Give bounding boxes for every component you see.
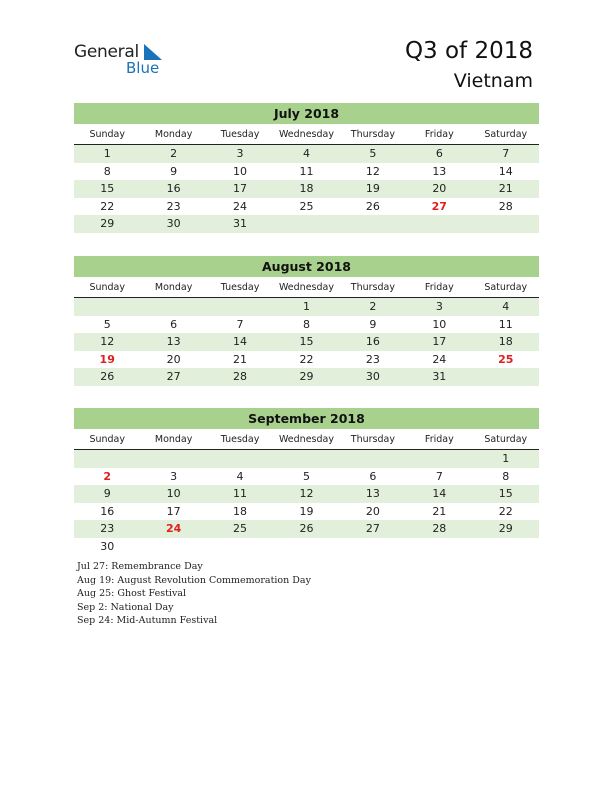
- date-cell: [207, 450, 273, 468]
- month-title: September 2018: [74, 408, 539, 429]
- date-cell: 7: [502, 147, 510, 160]
- date-cell: [473, 368, 539, 386]
- week-row: [74, 163, 539, 181]
- weekday-label: Sunday: [89, 434, 125, 445]
- holiday-note: Jul 27: Remembrance Day: [77, 561, 203, 572]
- date-cell: 18: [498, 335, 513, 348]
- week-row: [74, 215, 539, 233]
- date-cell: 15: [100, 182, 115, 195]
- generalblue-logo: [74, 42, 174, 78]
- date-cell: 25: [233, 522, 248, 535]
- date-cell: 28: [233, 370, 248, 383]
- month-title: August 2018: [74, 256, 539, 277]
- date-cell: 2: [369, 300, 377, 313]
- week-row: [74, 316, 539, 334]
- date-cell: 7: [236, 317, 244, 331]
- date-cell: 27: [365, 522, 380, 535]
- date-cell: 28: [498, 199, 513, 213]
- weekday-label: Wednesday: [278, 282, 334, 293]
- holiday-note: Aug 19: August Revolution Commemoration Day: [77, 574, 311, 586]
- date-cell: 22: [100, 199, 115, 213]
- date-cell: 31: [432, 370, 447, 383]
- month-calendar-august: [74, 256, 539, 386]
- weekday-label: Saturday: [484, 129, 528, 140]
- date-cell: 12: [100, 335, 115, 348]
- date-cell: 11: [299, 164, 314, 178]
- week-row: [74, 351, 539, 369]
- date-cell: 7: [435, 469, 443, 483]
- date-cell: 31: [233, 217, 248, 230]
- date-cell: 8: [502, 469, 510, 483]
- date-cell: [207, 298, 273, 316]
- holiday-date-cell: 2: [103, 469, 112, 483]
- date-cell: 12: [365, 164, 380, 178]
- weekday-label: Wednesday: [278, 129, 334, 140]
- month-title: July 2018: [74, 103, 539, 124]
- logo-text-general: General: [74, 42, 139, 62]
- date-cell: [140, 298, 206, 316]
- holiday-note: Sep 2: National Day: [77, 601, 174, 613]
- date-cell: 13: [365, 487, 380, 500]
- date-cell: 23: [166, 199, 181, 213]
- country-name: Vietnam: [453, 70, 533, 92]
- date-cell: 21: [432, 504, 447, 518]
- week-row: [74, 333, 539, 351]
- weekday-label: Tuesday: [220, 434, 260, 445]
- holiday-note: Sep 24: Mid-Autumn Festival: [77, 615, 218, 627]
- weekday-label: Tuesday: [220, 282, 260, 293]
- weekday-label: Monday: [154, 434, 193, 445]
- weekday-header-row: [74, 126, 539, 145]
- date-cell: [406, 450, 472, 468]
- date-cell: 26: [100, 370, 115, 383]
- date-cell: 23: [100, 522, 115, 535]
- week-row: [74, 450, 539, 468]
- holiday-date-cell: 19: [99, 352, 115, 366]
- date-cell: 21: [233, 352, 248, 366]
- date-cell: 3: [435, 300, 443, 313]
- weekday-label: Thursday: [350, 434, 395, 445]
- date-cell: 18: [299, 182, 314, 195]
- date-cell: 3: [170, 469, 178, 483]
- month-calendar-september: [74, 408, 539, 555]
- logo-text-blue: Blue: [126, 59, 160, 77]
- date-cell: [406, 538, 472, 556]
- date-cell: 11: [233, 487, 248, 500]
- date-cell: [340, 215, 406, 233]
- week-row: [74, 180, 539, 198]
- weekday-header-row: [74, 431, 539, 450]
- date-cell: 20: [166, 352, 181, 366]
- date-cell: 11: [498, 317, 513, 331]
- week-row: [74, 145, 539, 163]
- weekday-label: Saturday: [484, 282, 528, 293]
- date-cell: 10: [432, 317, 447, 331]
- date-cell: 8: [302, 317, 310, 331]
- weekday-label: Wednesday: [278, 434, 334, 445]
- date-cell: [406, 215, 472, 233]
- date-cell: 13: [166, 335, 181, 348]
- date-cell: 30: [166, 217, 181, 230]
- week-row: [74, 368, 539, 386]
- date-cell: [74, 450, 140, 468]
- date-cell: 22: [498, 504, 513, 518]
- date-cell: 2: [170, 147, 178, 160]
- date-cell: 29: [100, 217, 115, 230]
- date-cell: 29: [498, 522, 513, 535]
- date-cell: 24: [432, 352, 447, 366]
- date-cell: 14: [233, 335, 248, 348]
- date-cell: 25: [299, 199, 314, 213]
- weekday-label: Sunday: [89, 129, 125, 140]
- weekday-label: Friday: [424, 129, 454, 140]
- weekday-label: Tuesday: [220, 129, 260, 140]
- date-cell: 17: [432, 335, 447, 348]
- holiday-note: Aug 25: Ghost Festival: [77, 588, 187, 600]
- date-cell: 16: [166, 182, 181, 195]
- date-cell: 3: [236, 147, 244, 160]
- weekday-label: Friday: [424, 434, 454, 445]
- date-cell: 26: [365, 199, 380, 213]
- holiday-notes: [77, 560, 311, 628]
- date-cell: 16: [365, 335, 380, 348]
- date-cell: 17: [166, 504, 181, 518]
- date-cell: [340, 450, 406, 468]
- date-cell: 20: [365, 504, 380, 518]
- date-cell: [273, 215, 339, 233]
- date-cell: 5: [302, 469, 310, 483]
- weekday-label: Saturday: [484, 434, 528, 445]
- weekday-label: Monday: [154, 282, 193, 293]
- date-cell: 19: [299, 504, 314, 518]
- date-cell: [273, 538, 339, 556]
- date-cell: 20: [432, 182, 447, 195]
- date-cell: 4: [302, 147, 310, 160]
- date-cell: 28: [432, 522, 447, 535]
- date-cell: 5: [369, 147, 377, 160]
- date-cell: 14: [432, 487, 447, 500]
- date-cell: [74, 298, 140, 316]
- month-calendar-july: [74, 103, 539, 233]
- date-cell: 17: [233, 182, 248, 195]
- week-row: [74, 503, 539, 521]
- date-cell: 6: [369, 469, 377, 483]
- weekday-header-row: [74, 279, 539, 298]
- date-cell: 9: [170, 164, 178, 178]
- date-cell: 30: [365, 370, 380, 383]
- weekday-label: Thursday: [350, 282, 395, 293]
- date-cell: 9: [369, 317, 377, 331]
- holiday-date-cell: 27: [431, 199, 447, 213]
- page-title: Q3 of 2018: [404, 38, 533, 64]
- weekday-label: Thursday: [350, 129, 395, 140]
- date-cell: 26: [299, 522, 314, 535]
- date-cell: 9: [103, 487, 111, 500]
- date-cell: 1: [302, 300, 310, 313]
- date-cell: 14: [498, 164, 513, 178]
- date-cell: 6: [170, 317, 178, 331]
- holiday-date-cell: 25: [498, 352, 514, 366]
- date-cell: [273, 450, 339, 468]
- date-cell: 18: [233, 504, 248, 518]
- holiday-date-cell: 24: [165, 522, 182, 535]
- week-row: [74, 298, 539, 316]
- date-cell: 16: [100, 504, 115, 518]
- date-cell: 19: [365, 182, 380, 195]
- date-cell: [207, 538, 273, 556]
- date-cell: 1: [502, 452, 510, 465]
- weekday-label: Friday: [424, 282, 454, 293]
- date-cell: [140, 450, 206, 468]
- weekday-label: Sunday: [89, 282, 125, 293]
- week-row: [74, 520, 539, 538]
- date-cell: 4: [502, 300, 510, 313]
- date-cell: 24: [233, 199, 248, 213]
- date-cell: 13: [432, 164, 447, 178]
- week-row: [74, 468, 539, 486]
- date-cell: 30: [100, 539, 115, 553]
- weekday-label: Monday: [154, 129, 193, 140]
- date-cell: 6: [435, 147, 443, 160]
- date-cell: 4: [236, 469, 244, 483]
- date-cell: [473, 215, 539, 233]
- date-cell: 10: [166, 487, 181, 500]
- date-cell: 8: [103, 164, 111, 178]
- date-cell: 15: [498, 487, 513, 500]
- week-row: [74, 485, 539, 503]
- date-cell: 29: [299, 370, 314, 383]
- date-cell: 23: [365, 352, 380, 366]
- date-cell: 22: [299, 352, 314, 366]
- date-cell: 21: [498, 182, 513, 195]
- date-cell: 5: [103, 317, 111, 331]
- date-cell: 12: [299, 487, 314, 500]
- date-cell: [140, 538, 206, 556]
- week-row: [74, 538, 539, 556]
- date-cell: 1: [103, 147, 111, 160]
- date-cell: [340, 538, 406, 556]
- date-cell: 27: [166, 370, 181, 383]
- date-cell: 15: [299, 335, 314, 348]
- week-row: [74, 198, 539, 216]
- date-cell: [473, 538, 539, 556]
- date-cell: 10: [233, 164, 248, 178]
